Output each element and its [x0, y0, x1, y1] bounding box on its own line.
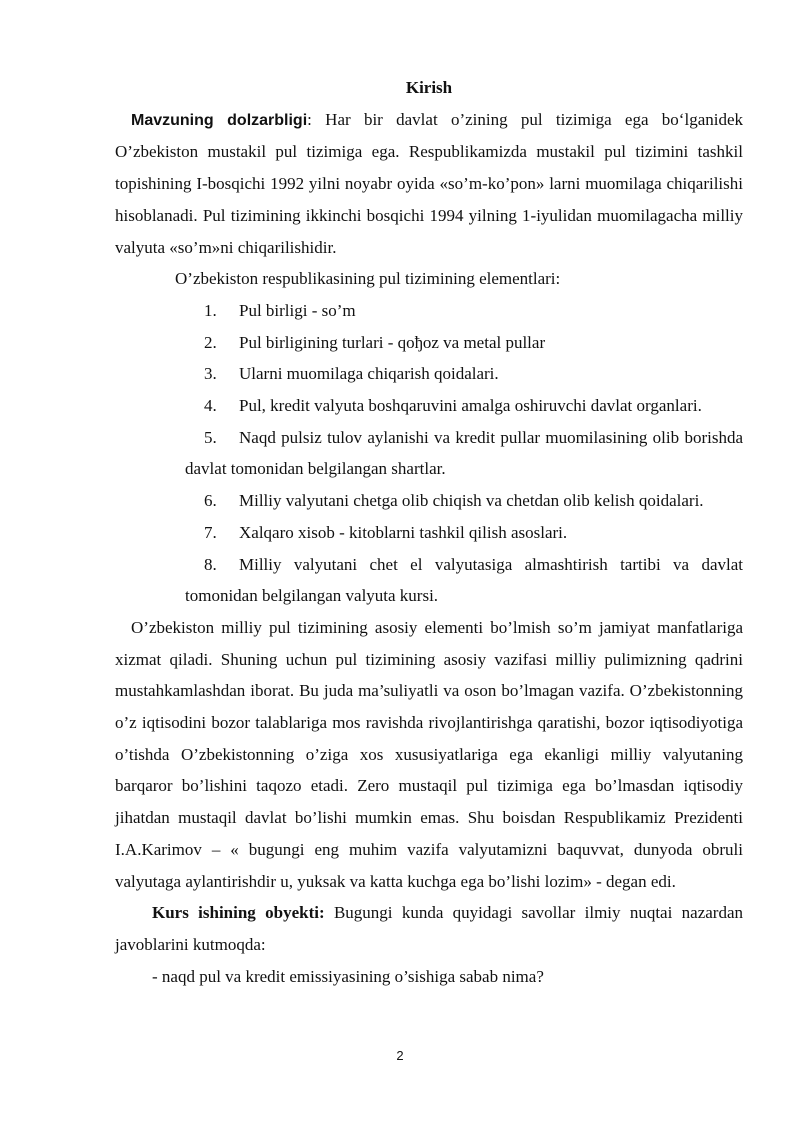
list-item-number: 4. — [204, 396, 217, 416]
intro-lead: Mavzuning dolzarbligi — [131, 111, 308, 129]
page-number: 2 — [396, 1048, 404, 1063]
kurs-text: Bugungi kunda quyidagi savollar ilmiy nuqtai nazardan javoblarini kutmoqda: — [115, 903, 743, 954]
list-item-number: 2. — [204, 332, 217, 352]
list-item-text: Naqd pulsiz tulov aylanishi va kredit pullar muomilasining olib borishda davlat tomonidan belgilangan shartlar. — [185, 427, 743, 479]
list-item-text: Milliy valyutani chetga olib chiqish va chetdan olib kelish qoidalari. — [239, 491, 704, 511]
list-item — [115, 549, 743, 612]
list-item — [115, 390, 743, 422]
list-item-text: Pul, kredit valyuta boshqaruvini amalga oshiruvchi davlat organlari. — [239, 396, 702, 416]
list-item — [115, 517, 743, 549]
question-item: - naqd pul va kredit emissiyasining o’sishiga sabab nima? — [152, 966, 544, 986]
page-title: Kirish — [405, 78, 453, 97]
list-item-number: 5. — [204, 427, 217, 447]
list-item-number: 1. — [204, 300, 217, 320]
list-item — [115, 485, 743, 517]
list-item-number: 6. — [204, 491, 217, 511]
list-item — [115, 422, 743, 485]
list-item-number: 8. — [204, 554, 217, 574]
kurs-lead: Kurs ishining obyekti: — [152, 903, 325, 923]
list-intro: O’zbekiston respublikasining pul tizimining elementlari: — [175, 269, 561, 289]
intro-text: : Har bir davlat o’zining pul tizimiga ega bo‘lganidek O’zbekiston mustakil pul tizimiga ega. Respublikamizda mustakil pul tizimini tashkil topishining I-bosqichi 1992 yilni noyabr oyida «so’m-ko’pon» larni muomilaga chiqarilishi hisoblanadi. Pul tizimining ikkinchi bosqichi 1994 yilning 1-iyulidan muomilagacha milliy valyuta «so’m»ni chiqarilishidir. — [115, 109, 744, 257]
kurs-paragraph — [115, 897, 743, 960]
body-paragraph: O’zbekiston milliy pul tizimining asosiy elementi bo’lmish so’m jamiyat manfatlariga xizmat qiladi. Shuning uchun pul tizimining asosiy vazifasi milliy pulimizning qadrini mustahkamlashdan iborat. Bu juda ma’suliyatli va oson bo’lmagan vazifa. O’zbekistonning o’z iqtisodini bozor talablariga mos ravishda rivojlantirishga qaratishi, bozor iqtisodiyotiga o’tishda O’zbekistonning o’ziga xos xususiyatlariga ega ekanligi milliy valyutaning barqaror bo’lishini taqozo etadi. Zero mustaqil pul tizimiga ega bo’lmasdan iqtisodiy jihatdan mustaqil davlat bo’lishi mumkin emas. Shu boisdan Respublikamiz Prezidenti I.A.Karimov – « bugungi eng muhim vazifa valyutamizni baquvvat, dunyoda obruli valyutaga aylantirishdir u, yuksak va katta kuchga ega bo’lishi lozim» - degan edi. — [115, 617, 743, 891]
list-item-number: 7. — [204, 522, 217, 542]
list-item-number: 3. — [204, 364, 217, 384]
list-item-text: Milliy valyutani chet el valyutasiga almashtirish tartibi va davlat tomonidan belgilangan valyuta kursi. — [185, 554, 743, 606]
list-item-text: Pul birligining turlari - qoђoz va metal pullar — [239, 332, 546, 352]
intro-paragraph — [115, 104, 743, 264]
elements-list — [115, 295, 743, 612]
list-item — [115, 358, 743, 390]
list-item-text: Ularni muomilaga chiqarish qoidalari. — [239, 364, 499, 384]
list-item-text: Xalqaro xisob - kitoblarni tashkil qilish asoslari. — [239, 522, 568, 542]
document-body — [115, 72, 743, 992]
list-item — [115, 295, 743, 327]
list-item — [115, 327, 743, 359]
list-item-text: Pul birligi - so’m — [239, 300, 356, 320]
